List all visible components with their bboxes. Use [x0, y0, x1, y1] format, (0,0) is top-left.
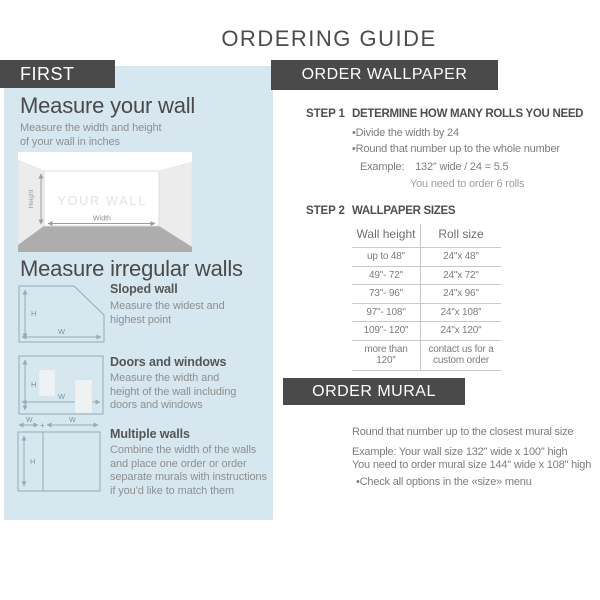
height-label: Height	[28, 189, 35, 209]
table-row: 109''- 120'' 24''x 120''	[352, 322, 501, 341]
col-header-wall-height: Wall height	[352, 224, 421, 248]
your-wall-label: YOUR WALL	[57, 193, 147, 208]
multiple-walls-description: Combine the width of the walls and place one order or order separate murals with instructions if you'd like to match them	[110, 444, 267, 497]
col-header-roll-size: Roll size	[421, 224, 502, 248]
step2-label: STEP 2	[306, 205, 345, 217]
first-header-label: FIRST	[20, 63, 75, 84]
h-label: H	[31, 309, 37, 318]
window-shape	[39, 370, 55, 396]
doors-windows-diagram	[18, 354, 104, 415]
wallpaper-sizes-table	[352, 224, 501, 371]
mural-example-line-2: You need to order mural size 144'' wide x 108'' high	[352, 459, 592, 471]
h-label: H	[31, 380, 37, 389]
sloped-wall-diagram	[18, 283, 105, 343]
table-row: up to 48'' 24''x 48''	[352, 248, 501, 267]
step1-bullet-2: • Round that number up to the whole number	[352, 143, 560, 155]
w1-label: W	[26, 417, 33, 424]
order-wallpaper-header-label: ORDER WALLPAPER	[301, 66, 468, 83]
step1-title: DETERMINE HOW MANY ROLLS YOU NEED	[352, 108, 584, 120]
w-label: W	[58, 392, 66, 401]
measure-wall-heading: Measure your wall	[20, 93, 196, 118]
step1-example	[360, 161, 508, 173]
page-title: ORDERING GUIDE	[221, 26, 437, 51]
sloped-wall-title: Sloped wall	[110, 282, 178, 296]
measure-wall-description: Measure the width and height of your wall in inches	[20, 122, 162, 148]
sloped-wall-description: Measure the widest and highest point	[110, 300, 225, 326]
width-label: Width	[93, 215, 111, 223]
w-label: W	[58, 327, 66, 336]
wall-diagram	[18, 152, 192, 252]
multiple-walls-title: Multiple walls	[110, 427, 190, 441]
table-row: 49''- 72'' 24''x 72''	[352, 266, 501, 285]
h-label: H	[30, 457, 36, 466]
step1-bullet-1: • Divide the width by 24	[352, 127, 459, 139]
table-row: more than 120'' contact us for a custom order	[352, 340, 501, 370]
mural-example-line-1: Example: Your wall size 132'' wide x 100'' high	[352, 446, 568, 458]
plus-label: +	[40, 421, 45, 430]
table-row: 73''- 96'' 24''x 96''	[352, 285, 501, 304]
mural-intro: Round that number up to the closest mural size	[352, 426, 574, 438]
door-shape	[75, 380, 92, 413]
step1-example-note: You need to order 6 rolls	[410, 178, 525, 190]
w2-label: W	[69, 417, 76, 424]
table-row: 97''- 108'' 24''x 108''	[352, 303, 501, 322]
example-label: Example:	[360, 161, 405, 173]
table-header-row	[352, 224, 501, 248]
irregular-walls-heading: Measure irregular walls	[20, 256, 243, 281]
first-header-bar	[0, 60, 115, 88]
doors-windows-title: Doors and windows	[110, 355, 227, 369]
order-mural-header-label: ORDER MURAL	[312, 382, 436, 400]
step1-label: STEP 1	[306, 108, 345, 120]
doors-windows-description: Measure the width and height of the wall including doors and windows	[110, 372, 237, 411]
example-value: 132'' wide / 24 = 5.5	[415, 161, 509, 173]
step2-title: WALLPAPER SIZES	[352, 205, 456, 217]
order-wallpaper-header-bar	[271, 60, 498, 90]
multiple-walls-diagram	[17, 415, 102, 492]
mural-bullet: • Check all options in the «size» menu	[356, 476, 532, 488]
order-mural-header-bar	[283, 378, 465, 405]
